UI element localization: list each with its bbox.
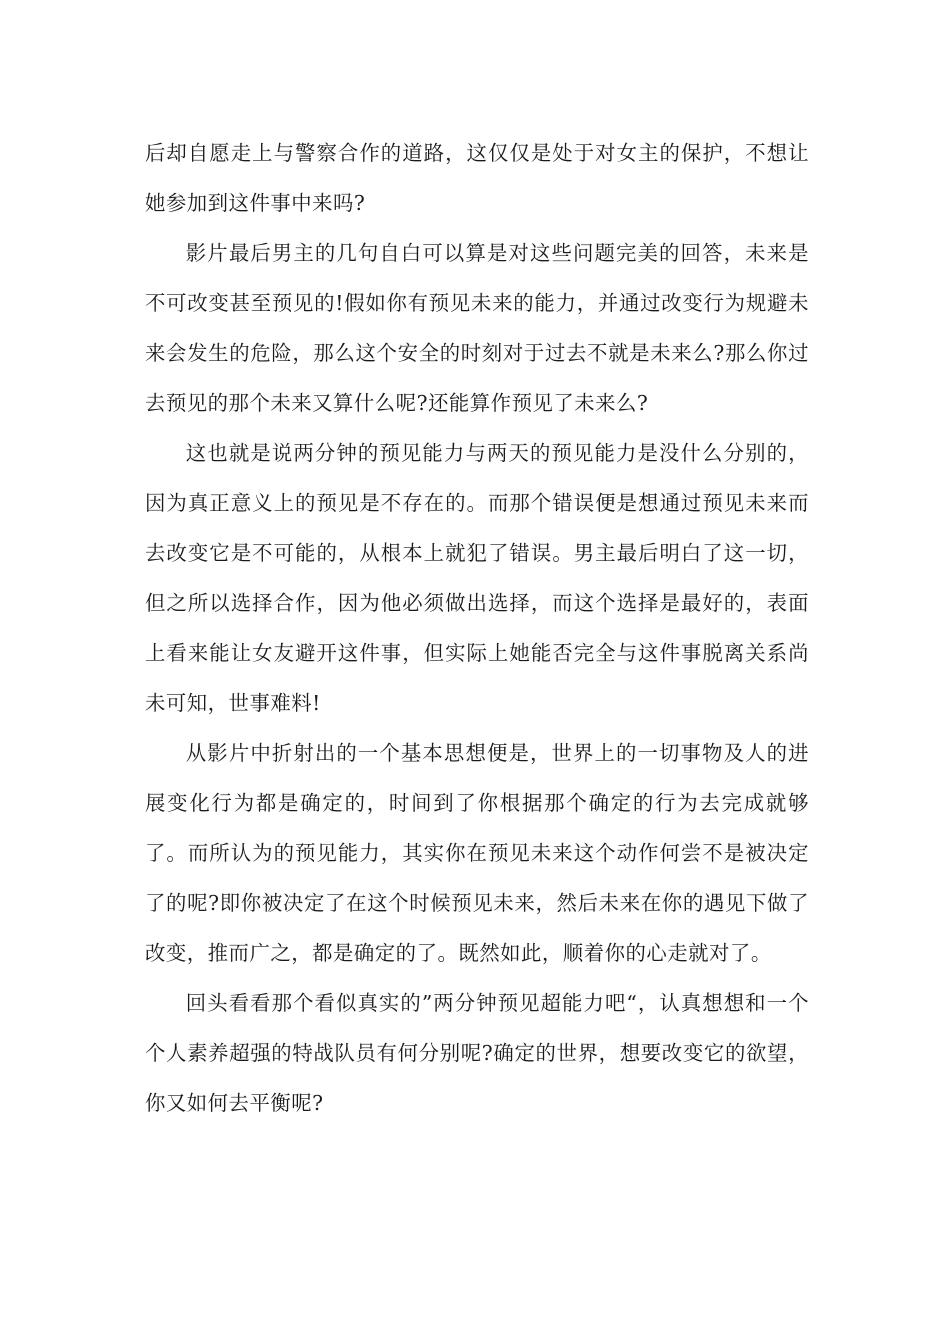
document-body — [145, 128, 809, 1128]
paragraph-continuation: 后却自愿走上与警察合作的道路，这仅仅是处于对女主的保护，不想让她参加到这件事中来吗? — [145, 141, 809, 215]
paragraph: 影片最后男主的几句自白可以算是对这些问题完美的回答，未来是不可改变甚至预见的!假如你有预见未来的能力，并通过改变行为规避未来会发生的危险，那么这个安全的时刻对于过去不就是未来么?那么你过去预见的那个未来又算什么呢?还能算作预见了未来么? — [145, 241, 809, 415]
paragraph: 从影片中折射出的一个基本思想便是，世界上的一切事物及人的进展变化行为都是确定的，时间到了你根据那个确定的行为去完成就够了。而所认为的预见能力，其实你在预见未来这个动作何尝不是被决定了的呢?即你被决定了在这个时候预见未来，然后未来在你的遇见下做了改变，推而广之，都是确定的了。既然如此，顺着你的心走就对了。 — [145, 741, 809, 965]
paragraph: 这也就是说两分钟的预见能力与两天的预见能力是没什么分别的，因为真正意义上的预见是不存在的。而那个错误便是想通过预见未来而去改变它是不可能的，从根本上就犯了错误。男主最后明白了这一切，但之所以选择合作，因为他必须做出选择，而这个选择是最好的，表面上看来能让女友避开这件事，但实际上她能否完全与这件事脱离关系尚未可知，世事难料! — [145, 441, 809, 715]
paragraph: 回头看看那个看似真实的”两分钟预见超能力吧“，认真想想和一个个人素养超强的特战队员有何分别呢?确定的世界，想要改变它的欲望，你又如何去平衡呢? — [145, 991, 809, 1115]
